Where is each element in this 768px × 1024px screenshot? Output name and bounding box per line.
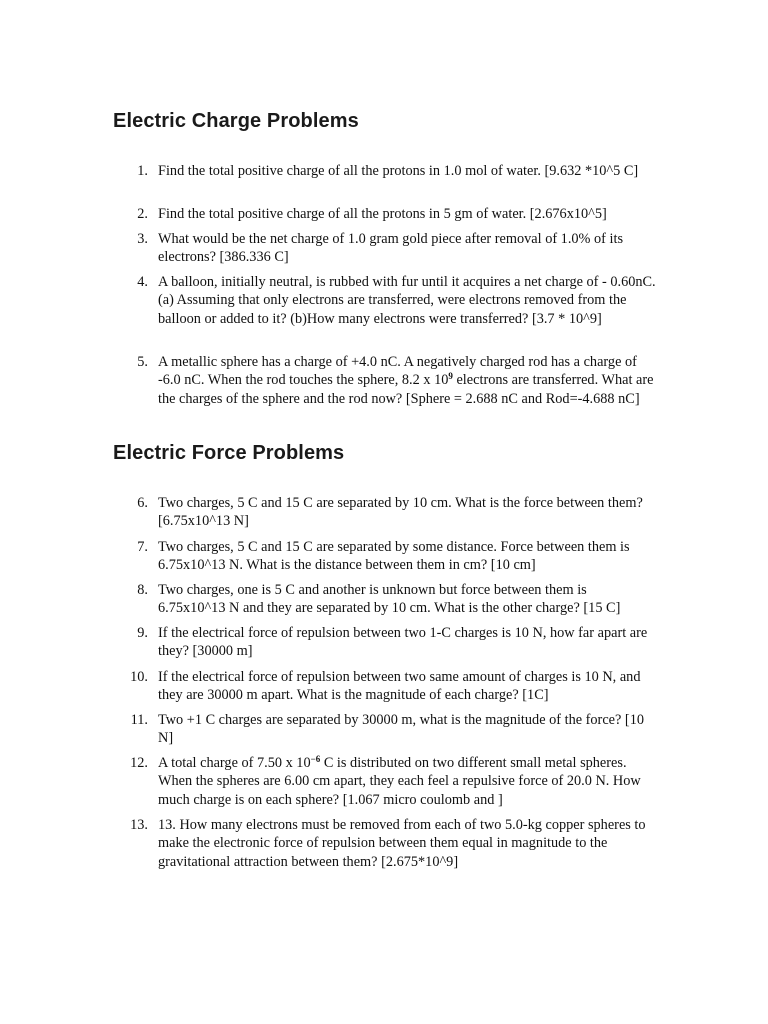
problem-text: A metallic sphere has a charge of +4.0 nC. A negatively charged rod has a charge of -6.0 nC. When the rod touches the sphere, 8.2 x $10^9$ electrons are transferred. What are the charges of the sphere and the rod now? [Sphere = 2.688 nC and Rod=-4.688 nC] <box>158 354 654 407</box>
problem-number: 1. <box>137 163 148 179</box>
problem-item <box>137 230 656 267</box>
section-heading-electric-charge: Electric Charge Problems <box>113 110 359 132</box>
problem-number: 11. <box>130 712 148 728</box>
problem-number: 12. <box>130 755 148 771</box>
superscript-exponent: 9 <box>448 371 453 382</box>
problem-text: If the electrical force of repulsion between two 1-C charges is 10 N, how far apart are they? [30000 m] <box>158 625 648 660</box>
problem-item <box>137 494 656 531</box>
problem-item <box>137 205 656 223</box>
problem-item <box>137 581 656 618</box>
problem-text: A balloon, initially neutral, is rubbed with fur until it acquires a net charge of - 0.60nC. (a) Assuming that only electrons are transferred, were electrons removed from the balloon or added to it? (b)How many electrons were transferred? [3.7 * 10^9] <box>158 274 656 327</box>
problem-text: Two charges, one is 5 C and another is unknown but force between them is 6.75x10^13 N and they are separated by 10 cm. What is the other charge? [15 C] <box>158 582 621 617</box>
problem-number: 6. <box>137 495 148 511</box>
problem-item <box>137 353 656 408</box>
problem-number: 7. <box>137 539 148 555</box>
problem-item <box>137 162 656 180</box>
problem-number: 4. <box>137 274 148 290</box>
problem-number: 3. <box>137 231 148 247</box>
problem-item <box>130 816 656 871</box>
problem-text: Find the total positive charge of all the protons in 5 gm of water. [2.676x10^5] <box>158 206 607 222</box>
problem-item <box>130 754 656 809</box>
problem-text: Find the total positive charge of all the protons in 1.0 mol of water. [9.632 *10^5 C] <box>158 163 639 179</box>
problem-item <box>130 668 656 705</box>
section-heading-electric-force: Electric Force Problems <box>113 442 345 464</box>
problem-number: 5. <box>137 354 148 370</box>
problem-item <box>137 538 656 575</box>
problem-text: Two charges, 5 C and 15 C are separated by 10 cm. What is the force between them? [6.75x10^13 N] <box>158 495 643 530</box>
superscript-exponent: −6 <box>310 754 321 764</box>
problem-text: A total charge of 7.50 x $10^{-6}$ C is distributed on two different small metal spheres. When the spheres are 6.00 cm apart, they each feel a repulsive force of 20.0 N. How much charge is on each sphere? [1.067 micro coulomb and ] <box>158 754 641 808</box>
problem-text: Two charges, 5 C and 15 C are separated by some distance. Force between them is 6.75x10^13 N. What is the distance between them in cm? [10 cm] <box>158 539 630 574</box>
problem-text: 13. How many electrons must be removed from each of two 5.0-kg copper spheres to make the electronic force of repulsion between them equal in magnitude to the gravitational attraction between them? [2.675*10^9] <box>158 817 646 870</box>
problem-number: 2. <box>137 206 148 222</box>
problem-number: 8. <box>137 582 148 598</box>
problem-number: 10. <box>130 669 148 685</box>
problem-item <box>130 711 656 748</box>
problem-item <box>137 624 656 661</box>
problem-number: 13. <box>130 817 148 833</box>
problem-text: What would be the net charge of 1.0 gram gold piece after removal of 1.0% of its electrons? [386.336 C] <box>158 231 624 266</box>
problem-text: Two +1 C charges are separated by 30000 m, what is the magnitude of the force? [10 N] <box>158 712 644 747</box>
problem-text: If the electrical force of repulsion between two same amount of charges is 10 N, and they are 30000 m apart. What is the magnitude of each charge? [1C] <box>158 669 641 704</box>
problem-item <box>137 273 656 328</box>
problem-number: 9. <box>137 625 148 641</box>
